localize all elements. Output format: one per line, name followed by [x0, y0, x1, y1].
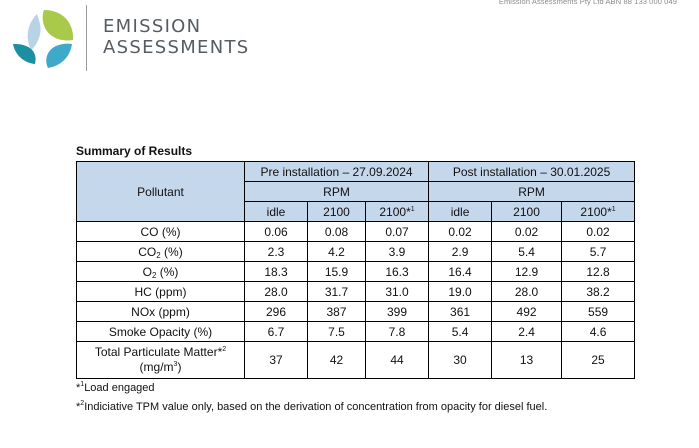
table-cell: 296 [245, 302, 308, 322]
table-cell: 12.9 [492, 262, 562, 282]
table-cell: 13 [492, 342, 562, 379]
post-col-2100: 2100 [492, 202, 562, 222]
table-cell: 2.4 [492, 322, 562, 342]
pre-rpm-header: RPM [245, 182, 429, 202]
table-cell: 399 [366, 302, 429, 322]
table-row [77, 222, 635, 242]
table-cell: 38.2 [562, 282, 635, 302]
table-cell: 492 [492, 302, 562, 322]
table-cell: 7.8 [366, 322, 429, 342]
pollutant-label: NOx (ppm) [77, 302, 245, 322]
table-cell: 18.3 [245, 262, 308, 282]
table-cell: 0.06 [245, 222, 308, 242]
table-row [77, 322, 635, 342]
table-cell: 7.5 [308, 322, 366, 342]
table-cell: 28.0 [245, 282, 308, 302]
table-cell: 361 [429, 302, 492, 322]
table-cell: 16.3 [366, 262, 429, 282]
pre-installation-header: Pre installation – 27.09.2024 [245, 162, 429, 182]
table-cell: 12.8 [562, 262, 635, 282]
table-row [77, 262, 635, 282]
table-row [77, 282, 635, 302]
table-cell: 4.2 [308, 242, 366, 262]
pollutant-label: HC (ppm) [77, 282, 245, 302]
footnote-tpm-indicative: *$^2$Indiciative TPM value only, based on the derivation of concentration from opacity for diesel fuel. [76, 400, 548, 413]
table-cell: 28.0 [492, 282, 562, 302]
logo-line-2: ASSESSMENTS [103, 37, 250, 58]
post-rpm-header: RPM [429, 182, 635, 202]
footnote-load-engaged: *$^1$Load engaged [76, 381, 155, 394]
table-row [77, 242, 635, 262]
section-title: Summary of Results [76, 144, 193, 158]
company-logo-leaf-icon [10, 8, 76, 70]
table-cell: 6.7 [245, 322, 308, 342]
table-cell: 30 [429, 342, 492, 379]
logo-line-1: EMISSION [103, 16, 202, 37]
pollutant-label: $O_2$ (%) [77, 262, 245, 282]
logo-divider [86, 5, 87, 71]
table-cell: 0.02 [562, 222, 635, 242]
post-installation-header: Post installation – 30.01.2025 [429, 162, 635, 182]
table-cell: 4.6 [562, 322, 635, 342]
pollutant-header: Pollutant [77, 162, 245, 222]
company-logo-wordmark [103, 16, 249, 58]
table-cell: 3.9 [366, 242, 429, 262]
table-cell: 16.4 [429, 262, 492, 282]
pre-col-idle: idle [245, 202, 308, 222]
table-cell: 559 [562, 302, 635, 322]
table-cell: 5.4 [429, 322, 492, 342]
table-cell: 44 [366, 342, 429, 379]
table-cell: 2.3 [245, 242, 308, 262]
company-registration-text: Emission Assessments Pty Ltd ABN 88 133 000 049 [498, 0, 677, 6]
table-cell: 0.07 [366, 222, 429, 242]
table-cell: 2.9 [429, 242, 492, 262]
pre-col-2100: 2100 [308, 202, 366, 222]
table-cell: 31.0 [366, 282, 429, 302]
table-cell: 5.7 [562, 242, 635, 262]
table-cell: 15.9 [308, 262, 366, 282]
table-cell: 37 [245, 342, 308, 379]
table-cell: 25 [562, 342, 635, 379]
table-cell: 31.7 [308, 282, 366, 302]
pre-col-2100-loaded: 2100*$^1$ [366, 202, 429, 222]
table-cell: 0.02 [429, 222, 492, 242]
table-cell: 42 [308, 342, 366, 379]
table-cell: 19.0 [429, 282, 492, 302]
results-table [76, 161, 635, 379]
post-col-idle: idle [429, 202, 492, 222]
table-cell: 0.08 [308, 222, 366, 242]
table-cell: 0.02 [492, 222, 562, 242]
pollutant-label: CO (%) [77, 222, 245, 242]
table-cell: 387 [308, 302, 366, 322]
post-col-2100-loaded: 2100*$^1$ [562, 202, 635, 222]
table-row [77, 302, 635, 322]
table-cell: 5.4 [492, 242, 562, 262]
pollutant-label: Smoke Opacity (%) [77, 322, 245, 342]
pollutant-label: Total Particulate Matter*$^2$ $(mg/m^3)$ [77, 342, 245, 379]
pollutant-label: $CO_2$ (%) [77, 242, 245, 262]
table-row [77, 342, 635, 379]
